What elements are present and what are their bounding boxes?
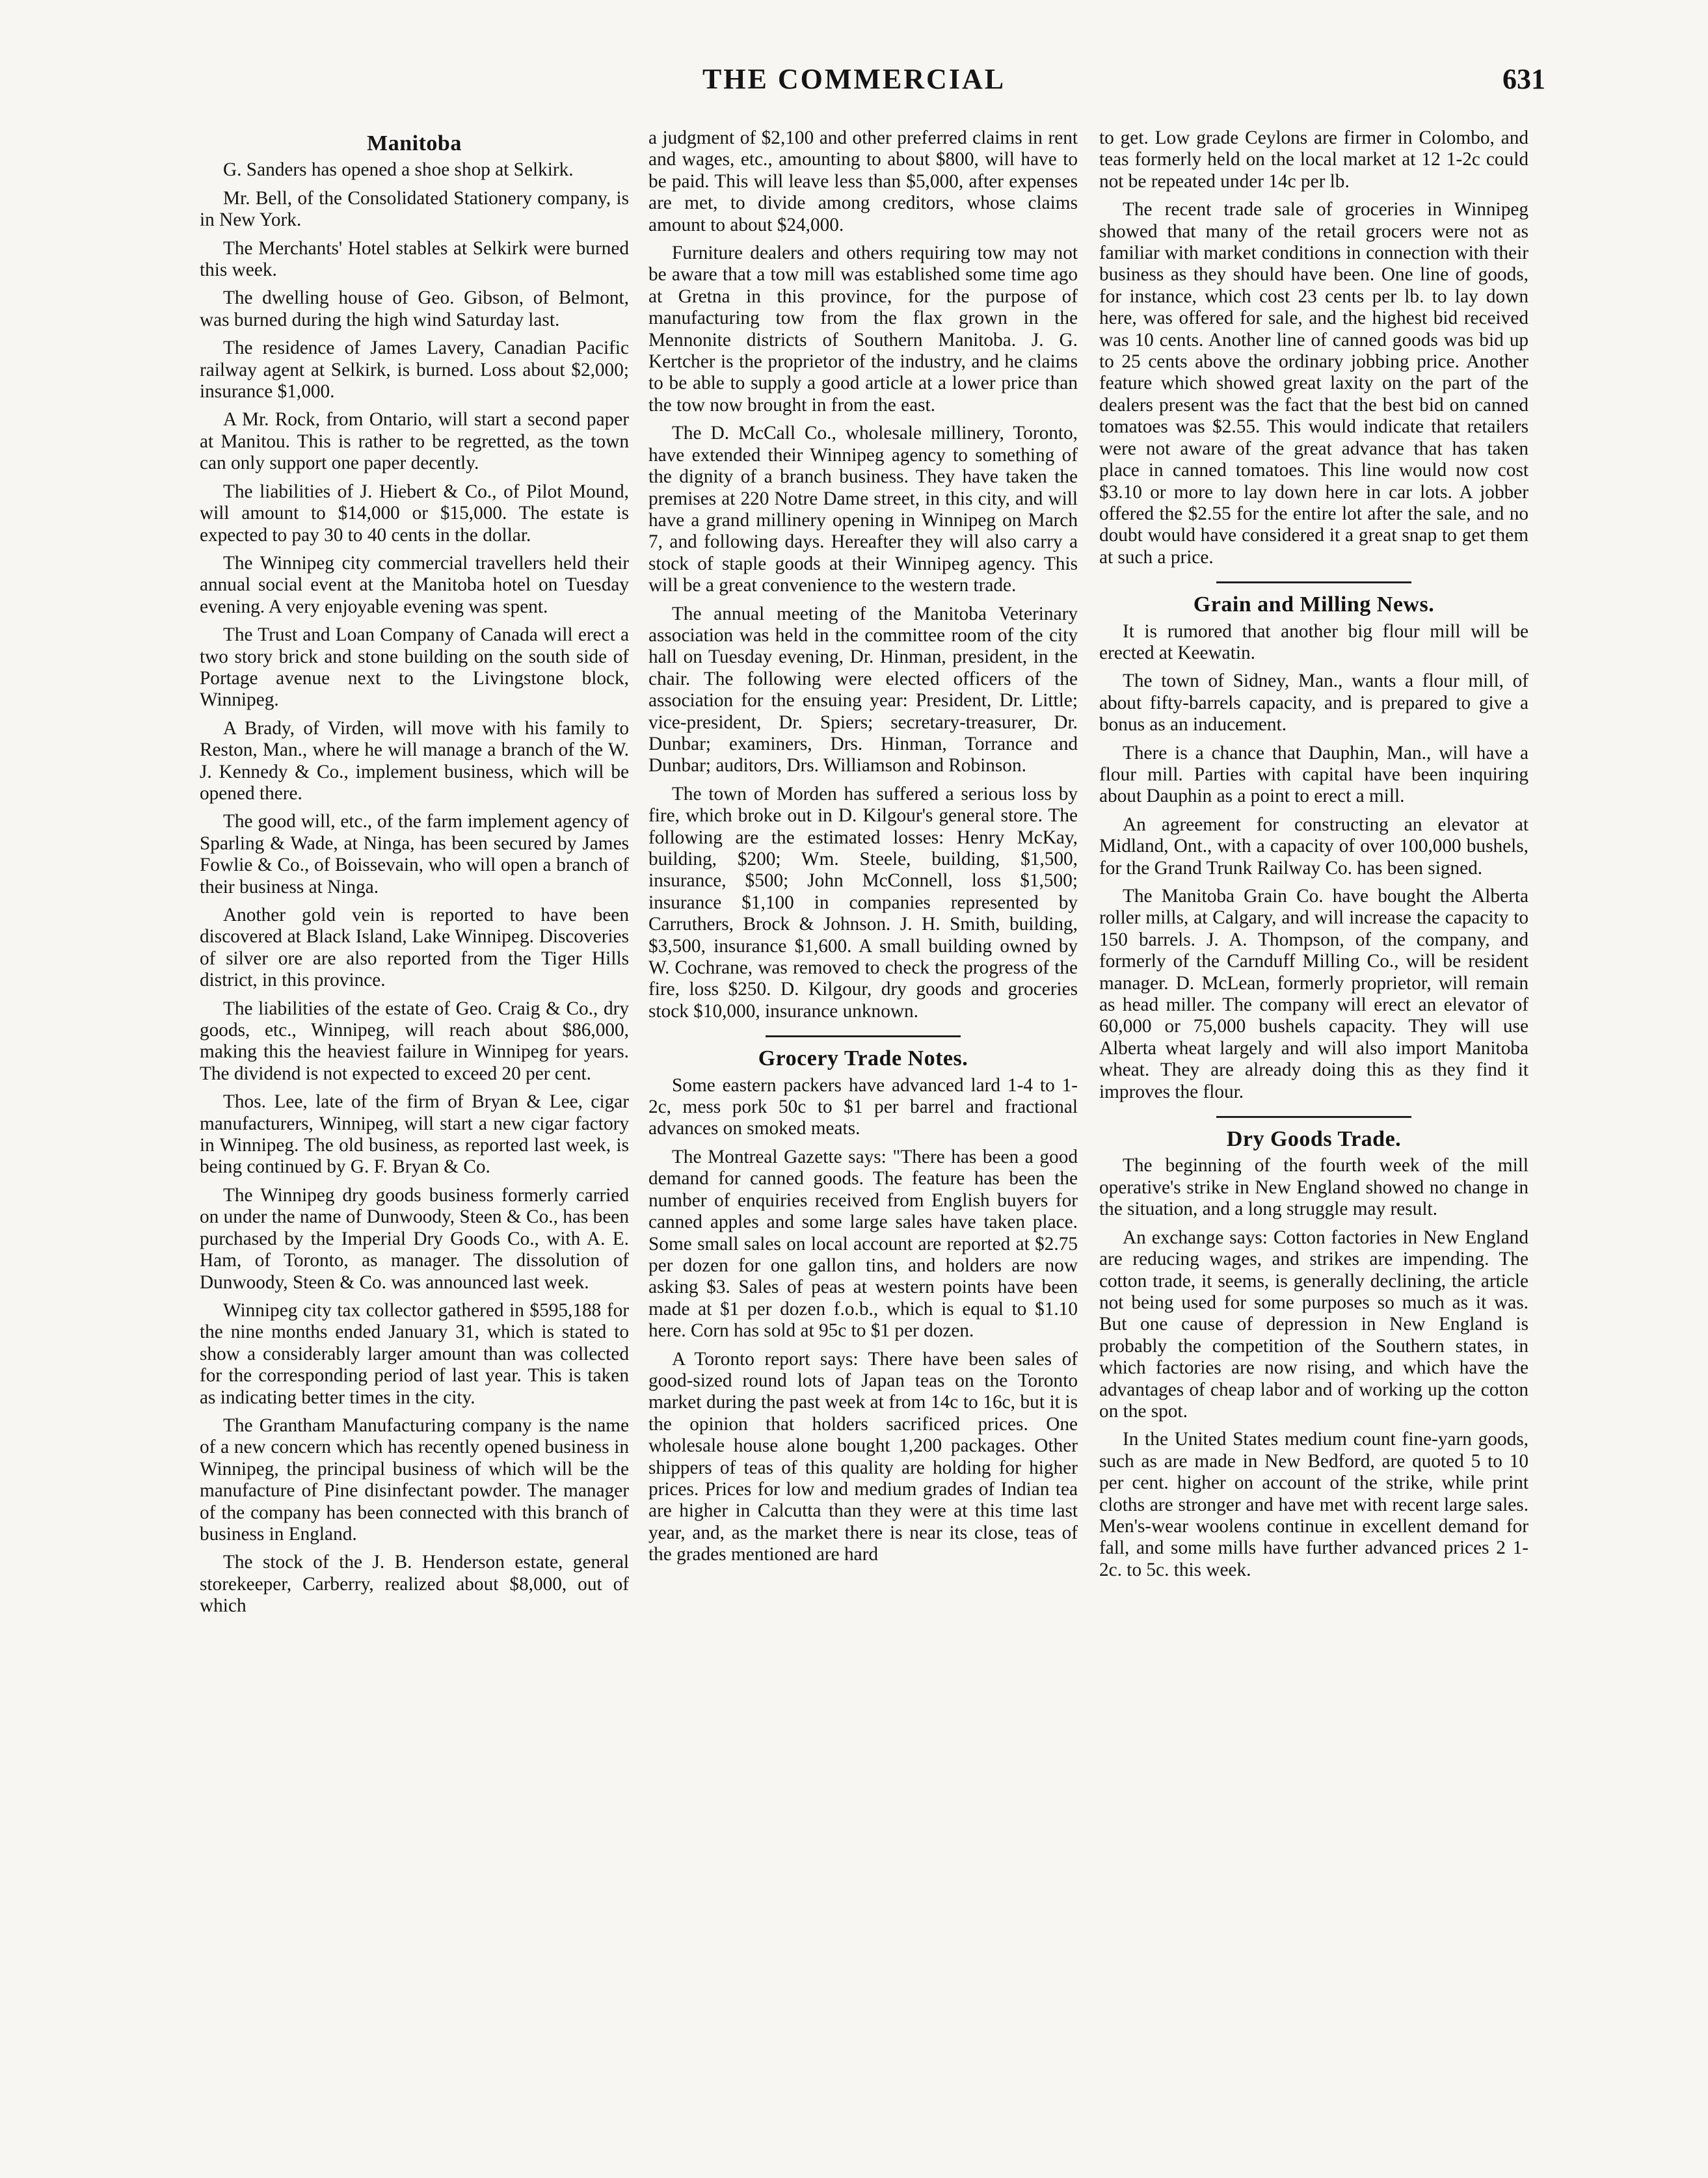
paragraph: The beginning of the fourth week of the mill operative's strike in New England showed no change in the situation, and a long struggle may result. <box>1099 1155 1528 1220</box>
paragraph: G. Sanders has opened a shoe shop at Selkirk. <box>223 159 574 181</box>
running-head <box>0 62 1708 101</box>
paragraph: The town of Morden has suffered a serious loss by fire, which broke out in D. Kilgour's general store. The following are the estimated losses: Henry McKay, building, $200; Wm. Steele, building, $1,500, insurance, $500; John McConnell, loss $1,500; insurance $1,100 in companies represented by Carruthers, Brock & Johnson. J. H. Smith, building, $3,500, insurance $1,600. A small building owned by W. Cochrane, was removed to check the progress of the fire, loss $250. D. Kilgour, dry goods and groceries stock $10,000, insurance unknown. <box>648 783 1078 1022</box>
section-heading: Grain and Milling News. <box>1193 592 1435 617</box>
paragraph: The stock of the J. B. Henderson estate, general storekeeper, Carberry, realized about $8,000, out of which <box>200 1552 629 1617</box>
section-divider <box>1216 1116 1411 1118</box>
paragraph: The D. McCall Co., wholesale millinery, Toronto, have extended their Winnipeg agency to something of the dignity of a branch business. They have taken the premises at 220 Notre Dame street, in this city, and will have a grand millinery opening in Winnipeg on March 7, and following days. Hereafter they will also carry a stock of staple goods at their Winnipeg agency. This will be a great convenience to the western trade. <box>648 423 1078 596</box>
paragraph: Thos. Lee, late of the firm of Bryan & Lee, cigar manufacturers, Winnipeg, will start a new cigar factory in Winnipeg. The old business, as reported last week, is being continued by G. F. Bryan & Co. <box>200 1091 629 1178</box>
paragraph-continued: to get. Low grade Ceylons are firmer in Colombo, and teas formerly held on the local market at 12 1-2c could not be repeated under 14c per lb. <box>1099 127 1528 192</box>
paragraph: The annual meeting of the Manitoba Veterinary association was held in the committee room of the city hall on Tuesday evening, Dr. Hinman, president, in the chair. The following were elected officers of the association for the ensuing year: President, Dr. Little; vice-president, Dr. Spiers; secretary-treasurer, Dr. Dunbar; examiners, Drs. Hinman, Torrance and Dunbar; auditors, Drs. Williamson and Robinson. <box>648 603 1078 777</box>
paragraph: Another gold vein is reported to have been discovered at Black Island, Lake Winnipeg. Discoveries of silver ore are also reported from the Tiger Hills district, in this province. <box>200 905 629 991</box>
paragraph: Mr. Bell, of the Consolidated Stationery company, is in New York. <box>200 187 629 231</box>
paragraph: An exchange says: Cotton factories in New England are reducing wages, and strikes are impending. The cotton trade, it seems, is generally declining, the article not being used for some purposes so much as it was. But one cause of depression in New England is probably the competition of the Southern states, in which factories are now rising, and which have the advantages of cheap labor and of working up the cotton on the spot. <box>1099 1227 1528 1422</box>
paragraph: In the United States medium count fine-yarn goods, such as are made in New Bedford, are quoted 5 to 10 per cent. higher on account of the strike, while print cloths are stronger and have met with recent large sales. Men's-wear woolens continue in excellent demand for fall, and some mills have further advanced prices 2 1-2c. to 5c. this week. <box>1099 1429 1528 1580</box>
paragraph: The Winnipeg dry goods business formerly carried on under the name of Dunwoody, Steen & Co., has been purchased by the Imperial Dry Goods Co., with A. E. Ham, of Toronto, as manager. The dissolution of Dunwoody, Steen & Co. was announced last week. <box>200 1184 629 1293</box>
column-2 <box>648 127 1078 1573</box>
paragraph: A Toronto report says: There have been sales of good-sized round lots of Japan teas on the Toronto market during the past week at from 14c to 16c, but it is the opinion that holders sacrificed prices. One wholesale house alone bought 1,200 packages. Other shippers of teas of this quality are holding for higher prices. Prices for low and medium grades of Indian tea are higher in Calcutta than they were at this time last year, and, as the market there is near its close, teas of the grades mentioned are hard <box>648 1348 1078 1565</box>
masthead-title: THE COMMERCIAL <box>702 63 1006 95</box>
paragraph: The Merchants' Hotel stables at Selkirk were burned this week. <box>200 237 629 281</box>
section-heading: Manitoba <box>367 131 462 155</box>
paragraph: It is rumored that another big flour mill will be erected at Keewatin. <box>1099 620 1528 663</box>
column-3 <box>1099 127 1528 1587</box>
paragraph: Furniture dealers and others requiring tow may not be aware that a tow mill was established some time ago at Gretna in this province, for the purpose of manufacturing tow from the flax grown in the Mennonite districts of Southern Manitoba. J. G. Kertcher is the proprietor of the industry, and he claims to be able to supply a good article at a lower price than the tow now brought in from the east. <box>648 243 1078 416</box>
paragraph: Winnipeg city tax collector gathered in $595,188 for the nine months ended January 31, which is stated to show a considerably larger amount than was collected for the corresponding period of last year. This is taken as indicating better times in the city. <box>200 1299 629 1408</box>
paragraph: The dwelling house of Geo. Gibson, of Belmont, was burned during the high wind Saturday last. <box>200 287 629 330</box>
paragraph: The recent trade sale of groceries in Winnipeg showed that many of the retail grocers were not as familiar with market conditions in connection with their business as they should have been. One line of goods, for instance, which cost 23 cents per lb. to lay down here, was offered for sale, and the highest bid received was 10 cents. Another line of canned goods was bid up to 25 cents above the ordinary jobbing price. Another feature which showed great laxity on the part of the dealers present was the fact that the best bid on canned tomatoes was $2.55. This would indicate that retailers were not aware of the great advance that has taken place in canned tomatoes. This line would now cost $3.10 or more to lay down here in car lots. A jobber offered the $2.55 for the entire lot after the sale, and no doubt would have considered it a great snap to get them at such a price. <box>1099 199 1528 568</box>
page-number: 631 <box>1502 63 1545 95</box>
paragraph: The good will, etc., of the farm implement agency of Sparling & Wade, at Ninga, has been secured by James Fowlie & Co., of Boissevain, who will open a branch of their business at Ninga. <box>200 811 629 897</box>
paragraph: The town of Sidney, Man., wants a flour mill, of about fifty-barrels capacity, and is prepared to give a bonus as an inducement. <box>1099 671 1528 736</box>
paragraph: The liabilities of J. Hiebert & Co., of Pilot Mound, will amount to $14,000 or $15,000. The estate is expected to pay 30 to 40 cents in the dollar. <box>200 481 629 546</box>
paragraph: The Winnipeg city commercial travellers held their annual social event at the Manitoba hotel on Tuesday evening. A very enjoyable evening was spent. <box>200 552 629 617</box>
paragraph: The residence of James Lavery, Canadian Pacific railway agent at Selkirk, is burned. Loss about $2,000; insurance $1,000. <box>200 338 629 403</box>
paragraph: A Mr. Rock, from Ontario, will start a second paper at Manitou. This is rather to be regretted, as the town can only support one paper decently. <box>200 409 629 474</box>
paragraph: The Manitoba Grain Co. have bought the Alberta roller mills, at Calgary, and will increase the capacity to 150 barrels. J. A. Thompson, of the company, and formerly of the Carnduff Milling Co., will be resident manager. D. McLean, formerly proprietor, will remain as head miller. The company will erect an elevator of 60,000 or 75,000 bushels capacity. They will use Alberta wheat largely and will also import Manitoba wheat. They are already doing this as they find it improves the flour. <box>1099 886 1528 1102</box>
paragraph-continued: a judgment of $2,100 and other preferred claims in rent and wages, etc., amounting to about $800, will have to be paid. This will leave less than $5,000, after expenses are met, to divide among creditors, whose claims amount to about $24,000. <box>648 127 1078 235</box>
paragraph: A Brady, of Virden, will move with his family to Reston, Man., where he will manage a branch of the W. J. Kennedy & Co., implement business, which will be opened there. <box>200 717 629 804</box>
section-heading: Dry Goods Trade. <box>1226 1127 1402 1152</box>
paragraph: The liabilities of the estate of Geo. Craig & Co., dry goods, etc., Winnipeg, will reach about $86,000, making this the heaviest failure in Winnipeg for years. The dividend is not expected to exceed 20 per cent. <box>200 998 629 1084</box>
column-1 <box>200 127 629 1624</box>
section-divider <box>1216 581 1411 583</box>
section-divider <box>766 1035 961 1037</box>
paragraph: The Montreal Gazette says: "There has been a good demand for canned goods. The feature has been the number of enquiries received from English buyers for canned apples and some large sales have taken place. Some small sales on local account are reported at $2.75 per dozen for one gallon tins, and holders are now asking $3. Sales of peas at western points have been made at $1 per dozen f.o.b., which is equal to $1.10 here. Corn has sold at 95c to $1 per dozen. <box>648 1146 1078 1342</box>
paragraph: There is a chance that Dauphin, Man., will have a flour mill. Parties with capital have been inquiring about Dauphin as a point to erect a mill. <box>1099 742 1528 807</box>
paragraph: The Trust and Loan Company of Canada will erect a two story brick and stone building on the south side of Portage avenue next to the Livingstone block, Winnipeg. <box>200 624 629 711</box>
paragraph: Some eastern packers have advanced lard 1-4 to 1-2c, mess pork 50c to $1 per barrel and fractional advances on smoked meats. <box>648 1074 1078 1139</box>
paragraph: The Grantham Manufacturing company is the name of a new concern which has recently opened business in Winnipeg, the principal business of which will be the manufacture of Pine disinfectant powder. The manager of the company has been connected with this branch of business in England. <box>200 1414 629 1545</box>
section-heading: Grocery Trade Notes. <box>758 1046 968 1071</box>
paragraph: An agreement for constructing an elevator at Midland, Ont., with a capacity of over 100,000 bushels, for the Grand Trunk Railway Co. has been signed. <box>1099 814 1528 879</box>
